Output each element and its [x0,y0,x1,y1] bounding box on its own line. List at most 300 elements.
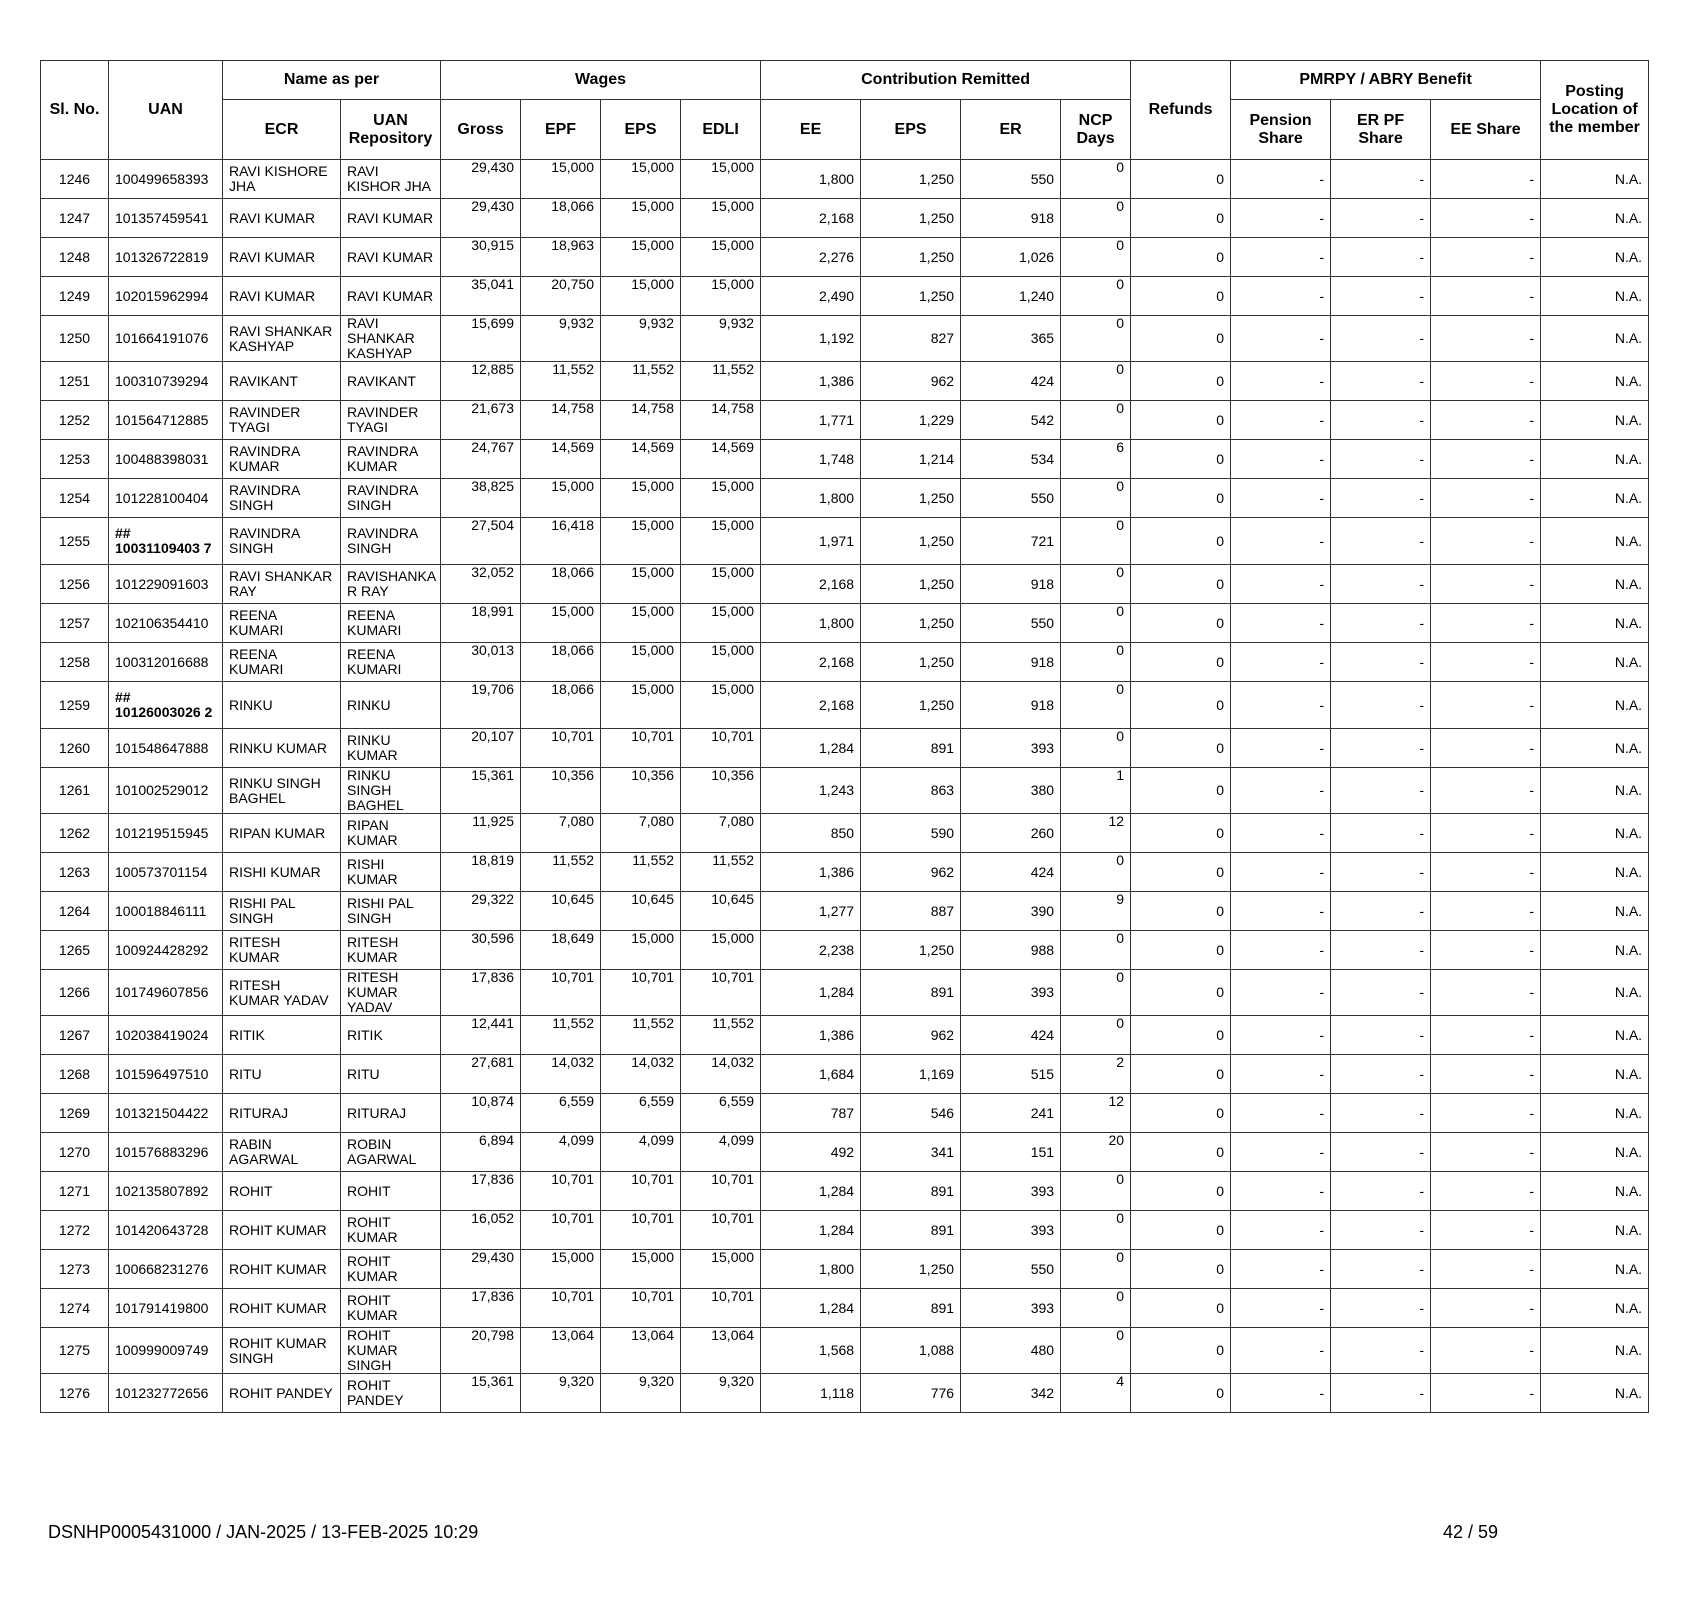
cell-sl-no: 1253 [41,440,109,479]
table-row [41,1094,1649,1133]
cell-ee-share: - [1431,853,1541,892]
cell-name-uan-repository: RINKU SINGH BAGHEL [341,768,441,814]
cell-gross: 18,819 [441,853,521,892]
cell-contribution-eps: 1,229 [861,401,961,440]
cell-er: 393 [961,970,1061,1016]
cell-ncp-days: 0 [1061,1172,1131,1211]
table-row [41,1055,1649,1094]
cell-eps: 11,552 [601,853,681,892]
cell-ee: 2,168 [761,643,861,682]
cell-ee: 1,386 [761,1016,861,1055]
cell-epf: 11,552 [521,853,601,892]
cell-name-ecr: RIPAN KUMAR [223,814,341,853]
cell-er: 988 [961,931,1061,970]
cell-ee: 1,284 [761,1172,861,1211]
cell-contribution-eps: 1,088 [861,1328,961,1374]
cell-ee: 1,800 [761,604,861,643]
cell-contribution-eps: 863 [861,768,961,814]
table-row [41,1289,1649,1328]
cell-pension-share: - [1231,277,1331,316]
cell-pension-share: - [1231,1172,1331,1211]
footer-establishment-info: DSNHP0005431000 / JAN-2025 / 13-FEB-2025 10:29 [48,1522,479,1542]
cell-sl-no: 1264 [41,892,109,931]
cell-pension-share: - [1231,565,1331,604]
cell-pension-share: - [1231,970,1331,1016]
table-row [41,160,1649,199]
cell-pension-share: - [1231,1133,1331,1172]
cell-sl-no: 1260 [41,729,109,768]
cell-contribution-eps: 590 [861,814,961,853]
cell-posting-location: N.A. [1541,1055,1649,1094]
cell-pension-share: - [1231,440,1331,479]
cell-er-pf-share: - [1331,892,1431,931]
cell-sl-no: 1270 [41,1133,109,1172]
cell-ee: 850 [761,814,861,853]
cell-name-uan-repository: RINKU [341,682,441,729]
cell-eps: 4,099 [601,1133,681,1172]
cell-gross: 17,836 [441,1289,521,1328]
cell-ee: 2,490 [761,277,861,316]
cell-uan: 102106354410 [109,604,223,643]
cell-name-ecr: REENA KUMARI [223,643,341,682]
cell-er-pf-share: - [1331,768,1431,814]
table-row [41,604,1649,643]
cell-er: 918 [961,565,1061,604]
cell-name-uan-repository: ROHIT KUMAR SINGH [341,1328,441,1374]
cell-gross: 18,991 [441,604,521,643]
cell-name-ecr: RAVI KUMAR [223,277,341,316]
cell-uan: ## 10031109403 7 [109,518,223,565]
cell-name-uan-repository: ROHIT KUMAR [341,1211,441,1250]
cell-gross: 12,885 [441,362,521,401]
cell-uan: 100573701154 [109,853,223,892]
cell-sl-no: 1273 [41,1250,109,1289]
cell-ee-share: - [1431,604,1541,643]
header-uan: UAN [109,61,223,160]
cell-name-uan-repository: ROHIT [341,1172,441,1211]
cell-ncp-days: 0 [1061,401,1131,440]
cell-epf: 14,032 [521,1055,601,1094]
cell-name-uan-repository: RAVIKANT [341,362,441,401]
cell-ee: 2,168 [761,199,861,238]
cell-contribution-eps: 891 [861,1211,961,1250]
cell-refunds: 0 [1131,604,1231,643]
cell-epf: 18,066 [521,565,601,604]
cell-sl-no: 1265 [41,931,109,970]
cell-refunds: 0 [1131,565,1231,604]
cell-sl-no: 1276 [41,1374,109,1413]
cell-ee: 2,168 [761,682,861,729]
cell-eps: 11,552 [601,1016,681,1055]
cell-refunds: 0 [1131,682,1231,729]
cell-refunds: 0 [1131,1374,1231,1413]
table-row [41,1172,1649,1211]
cell-name-uan-repository: RAVINDRA KUMAR [341,440,441,479]
cell-ncp-days: 0 [1061,1289,1131,1328]
table-row [41,931,1649,970]
cell-er-pf-share: - [1331,682,1431,729]
cell-epf: 11,552 [521,1016,601,1055]
cell-name-ecr: RINKU SINGH BAGHEL [223,768,341,814]
cell-uan: 100310739294 [109,362,223,401]
cell-refunds: 0 [1131,440,1231,479]
header-er: ER [961,100,1061,160]
cell-eps: 15,000 [601,160,681,199]
cell-uan: 102038419024 [109,1016,223,1055]
cell-contribution-eps: 1,250 [861,238,961,277]
cell-sl-no: 1274 [41,1289,109,1328]
cell-er-pf-share: - [1331,440,1431,479]
cell-posting-location: N.A. [1541,160,1649,199]
header-uan-repository: UAN Repository [341,100,441,160]
header-edli: EDLI [681,100,761,160]
cell-edli: 11,552 [681,362,761,401]
cell-er: 260 [961,814,1061,853]
table-header [41,61,1649,160]
cell-sl-no: 1252 [41,401,109,440]
cell-er-pf-share: - [1331,316,1431,362]
table-row [41,892,1649,931]
cell-edli: 10,701 [681,1211,761,1250]
cell-pension-share: - [1231,316,1331,362]
cell-edli: 14,569 [681,440,761,479]
cell-er: 151 [961,1133,1061,1172]
cell-eps: 15,000 [601,682,681,729]
header-eps: EPS [601,100,681,160]
cell-sl-no: 1247 [41,199,109,238]
cell-sl-no: 1275 [41,1328,109,1374]
cell-er: 424 [961,362,1061,401]
cell-epf: 10,645 [521,892,601,931]
cell-refunds: 0 [1131,277,1231,316]
cell-eps: 15,000 [601,1250,681,1289]
cell-name-ecr: RAVI KISHORE JHA [223,160,341,199]
cell-ee-share: - [1431,1328,1541,1374]
cell-edli: 6,559 [681,1094,761,1133]
cell-epf: 16,418 [521,518,601,565]
cell-pension-share: - [1231,1289,1331,1328]
cell-pension-share: - [1231,1016,1331,1055]
cell-refunds: 0 [1131,1016,1231,1055]
cell-gross: 29,322 [441,892,521,931]
cell-epf: 10,701 [521,1289,601,1328]
cell-edli: 15,000 [681,238,761,277]
cell-sl-no: 1271 [41,1172,109,1211]
cell-contribution-eps: 891 [861,1172,961,1211]
table-row [41,401,1649,440]
cell-name-ecr: RINKU [223,682,341,729]
cell-contribution-eps: 1,250 [861,604,961,643]
cell-eps: 10,701 [601,729,681,768]
cell-name-uan-repository: RAVI SHANKAR KASHYAP [341,316,441,362]
cell-ncp-days: 0 [1061,518,1131,565]
cell-ee-share: - [1431,440,1541,479]
cell-ee: 1,771 [761,401,861,440]
cell-name-ecr: RITESH KUMAR [223,931,341,970]
cell-name-uan-repository: RITURAJ [341,1094,441,1133]
cell-edli: 15,000 [681,1250,761,1289]
table-row [41,1328,1649,1374]
table-row [41,277,1649,316]
cell-epf: 9,932 [521,316,601,362]
cell-ncp-days: 2 [1061,1055,1131,1094]
cell-er-pf-share: - [1331,729,1431,768]
table-row [41,1211,1649,1250]
cell-ncp-days: 0 [1061,1328,1131,1374]
cell-refunds: 0 [1131,853,1231,892]
cell-sl-no: 1269 [41,1094,109,1133]
cell-gross: 30,013 [441,643,521,682]
cell-refunds: 0 [1131,814,1231,853]
cell-er-pf-share: - [1331,277,1431,316]
cell-ncp-days: 0 [1061,565,1131,604]
table-row [41,970,1649,1016]
cell-ncp-days: 4 [1061,1374,1131,1413]
cell-eps: 13,064 [601,1328,681,1374]
cell-name-ecr: RAVINDRA SINGH [223,518,341,565]
cell-pension-share: - [1231,1328,1331,1374]
cell-refunds: 0 [1131,518,1231,565]
cell-name-ecr: RAVINDRA SINGH [223,479,341,518]
cell-ncp-days: 0 [1061,199,1131,238]
cell-ncp-days: 12 [1061,814,1131,853]
cell-contribution-eps: 1,250 [861,565,961,604]
cell-ee-share: - [1431,479,1541,518]
cell-refunds: 0 [1131,362,1231,401]
cell-contribution-eps: 1,250 [861,931,961,970]
cell-uan: 101219515945 [109,814,223,853]
table-row [41,518,1649,565]
cell-contribution-eps: 962 [861,1016,961,1055]
cell-epf: 10,356 [521,768,601,814]
cell-posting-location: N.A. [1541,768,1649,814]
cell-posting-location: N.A. [1541,1374,1649,1413]
cell-edli: 11,552 [681,853,761,892]
cell-gross: 15,361 [441,768,521,814]
cell-ee-share: - [1431,199,1541,238]
cell-uan: 101749607856 [109,970,223,1016]
cell-gross: 12,441 [441,1016,521,1055]
cell-eps: 11,552 [601,362,681,401]
cell-eps: 15,000 [601,931,681,970]
cell-ncp-days: 0 [1061,729,1131,768]
cell-edli: 4,099 [681,1133,761,1172]
table-row [41,768,1649,814]
cell-contribution-eps: 1,250 [861,518,961,565]
cell-ee-share: - [1431,277,1541,316]
cell-name-uan-repository: RIPAN KUMAR [341,814,441,853]
cell-name-ecr: RISHI KUMAR [223,853,341,892]
cell-posting-location: N.A. [1541,604,1649,643]
cell-ee: 1,243 [761,768,861,814]
cell-ee: 1,748 [761,440,861,479]
table-row [41,814,1649,853]
cell-gross: 6,894 [441,1133,521,1172]
cell-epf: 15,000 [521,160,601,199]
cell-name-ecr: RITU [223,1055,341,1094]
cell-ee-share: - [1431,1374,1541,1413]
table-row [41,1133,1649,1172]
cell-ee-share: - [1431,362,1541,401]
cell-sl-no: 1259 [41,682,109,729]
cell-epf: 20,750 [521,277,601,316]
cell-contribution-eps: 776 [861,1374,961,1413]
table-row [41,316,1649,362]
cell-name-ecr: RAVINDER TYAGI [223,401,341,440]
cell-pension-share: - [1231,682,1331,729]
cell-ee: 1,386 [761,362,861,401]
header-gross: Gross [441,100,521,160]
cell-name-uan-repository: RITESH KUMAR YADAV [341,970,441,1016]
cell-er-pf-share: - [1331,931,1431,970]
cell-contribution-eps: 1,250 [861,199,961,238]
cell-posting-location: N.A. [1541,1250,1649,1289]
cell-er: 393 [961,1211,1061,1250]
cell-sl-no: 1256 [41,565,109,604]
cell-edli: 11,552 [681,1016,761,1055]
cell-ncp-days: 0 [1061,643,1131,682]
cell-er-pf-share: - [1331,401,1431,440]
cell-ncp-days: 0 [1061,479,1131,518]
cell-er-pf-share: - [1331,814,1431,853]
cell-uan: 101564712885 [109,401,223,440]
cell-name-ecr: RISHI PAL SINGH [223,892,341,931]
cell-contribution-eps: 1,250 [861,1250,961,1289]
cell-gross: 10,874 [441,1094,521,1133]
header-contribution-eps: EPS [861,100,961,160]
cell-uan: 101321504422 [109,1094,223,1133]
cell-ncp-days: 0 [1061,362,1131,401]
cell-name-ecr: RAVIKANT [223,362,341,401]
cell-uan: ## 10126003026 2 [109,682,223,729]
header-contribution-remitted: Contribution Remitted [761,61,1131,100]
cell-epf: 6,559 [521,1094,601,1133]
cell-pension-share: - [1231,401,1331,440]
cell-name-uan-repository: RAVI KUMAR [341,199,441,238]
ecr-contribution-table [40,60,1649,1413]
cell-er: 390 [961,892,1061,931]
cell-sl-no: 1248 [41,238,109,277]
cell-uan: 101420643728 [109,1211,223,1250]
cell-ncp-days: 9 [1061,892,1131,931]
cell-epf: 18,963 [521,238,601,277]
cell-er-pf-share: - [1331,199,1431,238]
cell-edli: 15,000 [681,643,761,682]
cell-epf: 13,064 [521,1328,601,1374]
header-ee-share: EE Share [1431,100,1541,160]
cell-posting-location: N.A. [1541,199,1649,238]
cell-er: 1,026 [961,238,1061,277]
cell-ee-share: - [1431,970,1541,1016]
cell-epf: 10,701 [521,1211,601,1250]
cell-gross: 30,596 [441,931,521,970]
cell-pension-share: - [1231,1374,1331,1413]
cell-gross: 15,699 [441,316,521,362]
cell-refunds: 0 [1131,1094,1231,1133]
cell-pension-share: - [1231,1250,1331,1289]
cell-er-pf-share: - [1331,1374,1431,1413]
table-row [41,643,1649,682]
cell-er: 342 [961,1374,1061,1413]
cell-eps: 10,701 [601,970,681,1016]
cell-name-uan-repository: RAVI KISHOR JHA [341,160,441,199]
cell-uan: 100312016688 [109,643,223,682]
header-ecr: ECR [223,100,341,160]
cell-uan: 101791419800 [109,1289,223,1328]
cell-er-pf-share: - [1331,1289,1431,1328]
cell-edli: 15,000 [681,160,761,199]
cell-name-uan-repository: REENA KUMARI [341,643,441,682]
cell-posting-location: N.A. [1541,565,1649,604]
cell-posting-location: N.A. [1541,518,1649,565]
cell-pension-share: - [1231,729,1331,768]
header-ee: EE [761,100,861,160]
cell-ee-share: - [1431,518,1541,565]
cell-name-uan-repository: RISHI KUMAR [341,853,441,892]
header-er-pf-share: ER PF Share [1331,100,1431,160]
cell-eps: 15,000 [601,238,681,277]
cell-ee-share: - [1431,1250,1541,1289]
cell-gross: 29,430 [441,1250,521,1289]
cell-pension-share: - [1231,160,1331,199]
cell-er: 365 [961,316,1061,362]
cell-refunds: 0 [1131,479,1231,518]
cell-ncp-days: 12 [1061,1094,1131,1133]
cell-contribution-eps: 891 [861,1289,961,1328]
table-row [41,199,1649,238]
cell-eps: 15,000 [601,518,681,565]
cell-pension-share: - [1231,768,1331,814]
cell-eps: 7,080 [601,814,681,853]
cell-er-pf-share: - [1331,1250,1431,1289]
cell-er-pf-share: - [1331,238,1431,277]
cell-uan: 101229091603 [109,565,223,604]
cell-name-uan-repository: RITU [341,1055,441,1094]
cell-ee-share: - [1431,1016,1541,1055]
cell-epf: 10,701 [521,970,601,1016]
cell-posting-location: N.A. [1541,643,1649,682]
cell-er: 542 [961,401,1061,440]
cell-edli: 15,000 [681,604,761,643]
cell-er: 241 [961,1094,1061,1133]
cell-name-ecr: ROHIT PANDEY [223,1374,341,1413]
table-row [41,682,1649,729]
header-sl-no: Sl. No. [41,61,109,160]
cell-edli: 9,932 [681,316,761,362]
cell-er: 918 [961,682,1061,729]
cell-gross: 17,836 [441,1172,521,1211]
cell-refunds: 0 [1131,199,1231,238]
cell-posting-location: N.A. [1541,1133,1649,1172]
cell-pension-share: - [1231,1094,1331,1133]
cell-name-ecr: RAVI SHANKAR KASHYAP [223,316,341,362]
cell-edli: 15,000 [681,565,761,604]
cell-ncp-days: 0 [1061,682,1131,729]
cell-ee-share: - [1431,682,1541,729]
cell-posting-location: N.A. [1541,316,1649,362]
cell-gross: 35,041 [441,277,521,316]
cell-er: 515 [961,1055,1061,1094]
cell-edli: 9,320 [681,1374,761,1413]
cell-sl-no: 1254 [41,479,109,518]
cell-name-uan-repository: RITESH KUMAR [341,931,441,970]
cell-refunds: 0 [1131,643,1231,682]
cell-uan: 101596497510 [109,1055,223,1094]
cell-ncp-days: 1 [1061,768,1131,814]
cell-gross: 29,430 [441,160,521,199]
cell-uan: 100499658393 [109,160,223,199]
cell-eps: 15,000 [601,643,681,682]
